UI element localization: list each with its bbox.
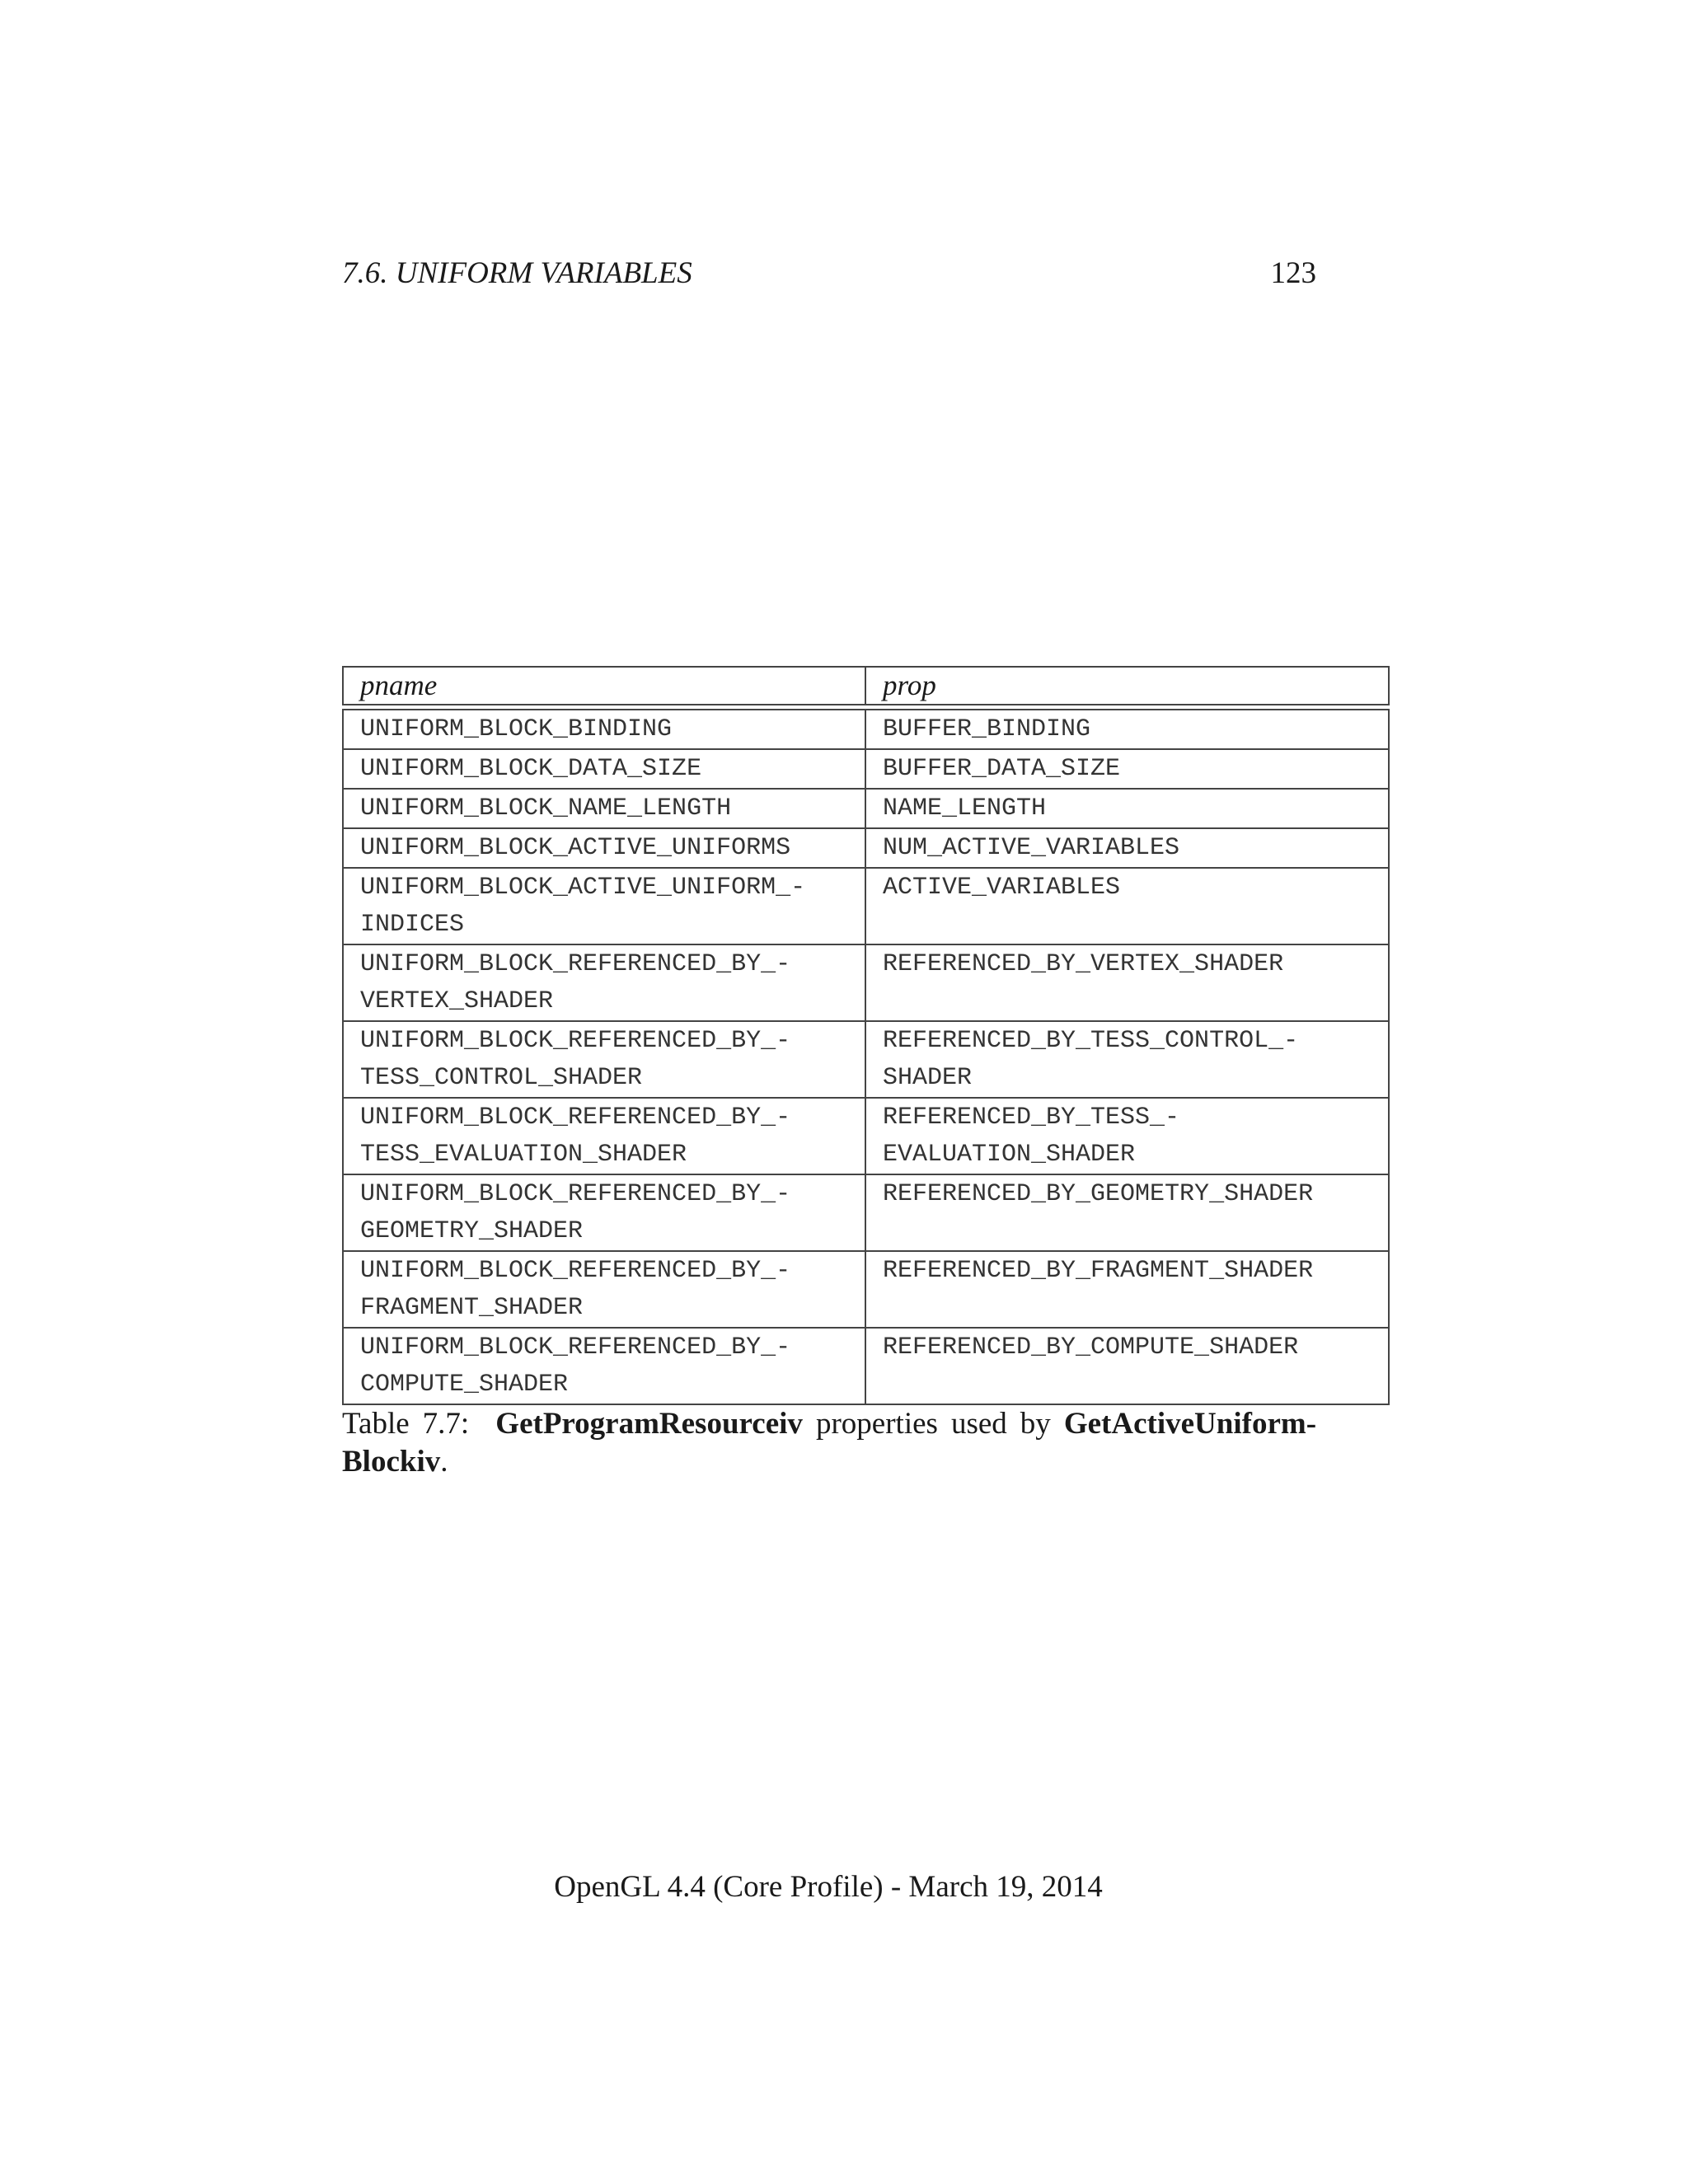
prop-cell: REFERENCED_BY_VERTEX_SHADER (865, 944, 1389, 1021)
pname-cell: UNIFORM_BLOCK_DATA_SIZE (343, 749, 865, 789)
table-caption (342, 1405, 1316, 1481)
prop-cell: REFERENCED_BY_GEOMETRY_SHADER (865, 1174, 1389, 1251)
prop-cell: BUFFER_DATA_SIZE (865, 749, 1389, 789)
table-row (343, 944, 1389, 1021)
column-header-prop: prop (865, 667, 1389, 705)
table-row (343, 1174, 1389, 1251)
caption-label: Table 7.7: (342, 1407, 470, 1441)
pname-cell: UNIFORM_BLOCK_ACTIVE_UNIFORMS (343, 828, 865, 868)
table-header-row (343, 667, 1389, 705)
table-row (343, 1251, 1389, 1328)
column-header-pname: pname (343, 667, 865, 705)
table-row (343, 828, 1389, 868)
page-footer: OpenGL 4.4 (Core Profile) - March 19, 2014 (554, 1870, 1103, 1904)
caption-end: . (440, 1445, 448, 1479)
prop-cell: NAME_LENGTH (865, 789, 1389, 828)
pname-cell: UNIFORM_BLOCK_REFERENCED_BY_- TESS_EVALUATION_SHADER (343, 1098, 865, 1174)
pname-cell: UNIFORM_BLOCK_BINDING (343, 710, 865, 749)
caption-function-b: GetActiveUniform-Blockiv (342, 1407, 1317, 1479)
caption-function-a: GetProgramResourceiv (495, 1407, 803, 1441)
table-row (343, 710, 1389, 749)
pname-cell: UNIFORM_BLOCK_REFERENCED_BY_- TESS_CONTROL_SHADER (343, 1021, 865, 1098)
prop-cell: NUM_ACTIVE_VARIABLES (865, 828, 1389, 868)
pname-cell: UNIFORM_BLOCK_NAME_LENGTH (343, 789, 865, 828)
table-row (343, 868, 1389, 944)
pname-cell: UNIFORM_BLOCK_REFERENCED_BY_- COMPUTE_SHADER (343, 1328, 865, 1404)
caption-middle: properties used by (815, 1407, 1051, 1441)
prop-cell: REFERENCED_BY_TESS_- EVALUATION_SHADER (865, 1098, 1389, 1174)
prop-cell: BUFFER_BINDING (865, 710, 1389, 749)
table-body (343, 705, 1389, 1404)
pname-cell: UNIFORM_BLOCK_ACTIVE_UNIFORM_- INDICES (343, 868, 865, 944)
pname-cell: UNIFORM_BLOCK_REFERENCED_BY_- VERTEX_SHADER (343, 944, 865, 1021)
pname-cell: UNIFORM_BLOCK_REFERENCED_BY_- GEOMETRY_SHADER (343, 1174, 865, 1251)
running-head (342, 255, 1316, 297)
table-row (343, 1098, 1389, 1174)
prop-cell: ACTIVE_VARIABLES (865, 868, 1389, 944)
pname-cell: UNIFORM_BLOCK_REFERENCED_BY_- FRAGMENT_SHADER (343, 1251, 865, 1328)
table-row (343, 789, 1389, 828)
prop-cell: REFERENCED_BY_TESS_CONTROL_- SHADER (865, 1021, 1389, 1098)
prop-cell: REFERENCED_BY_FRAGMENT_SHADER (865, 1251, 1389, 1328)
section-title: 7.6. UNIFORM VARIABLES (342, 256, 692, 290)
table-row (343, 1328, 1389, 1404)
table-row (343, 749, 1389, 789)
page-number: 123 (1270, 256, 1316, 290)
prop-cell: REFERENCED_BY_COMPUTE_SHADER (865, 1328, 1389, 1404)
properties-table (342, 666, 1390, 1405)
table-row (343, 1021, 1389, 1098)
